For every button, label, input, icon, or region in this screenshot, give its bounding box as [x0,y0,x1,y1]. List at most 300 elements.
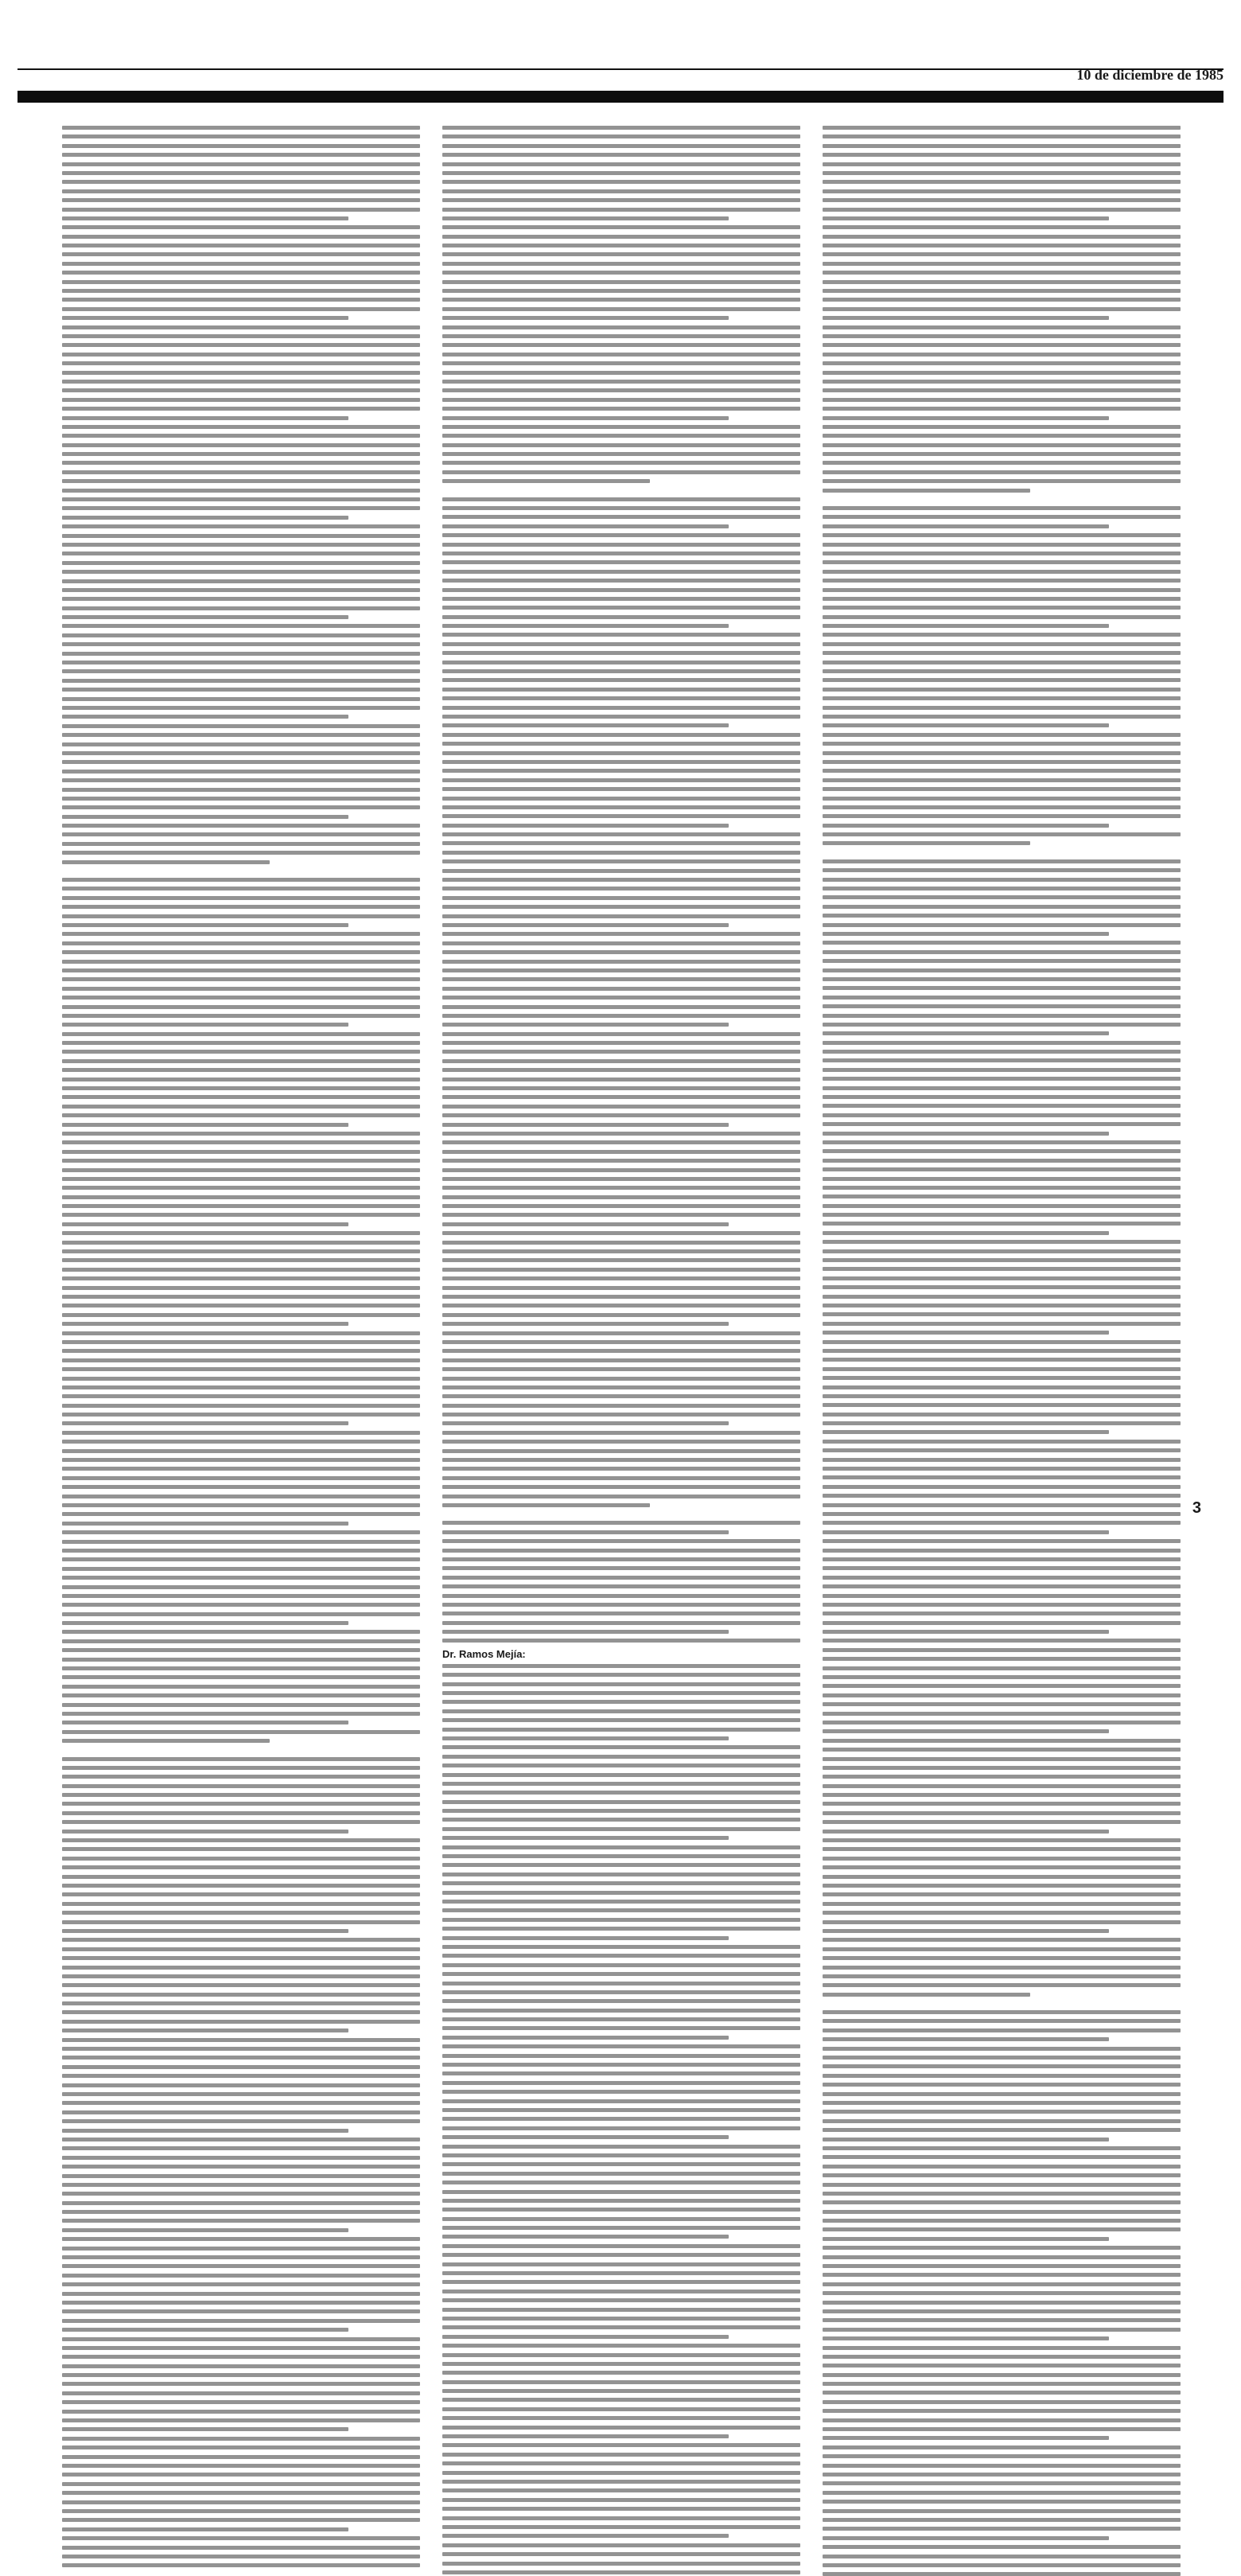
text-line [823,2491,1181,2495]
text-line [442,814,800,818]
text-line [62,1476,420,1480]
text-line [442,2009,800,2013]
text-line [823,380,1181,384]
text-line [442,1276,800,1280]
text-line [62,1313,420,1317]
text-line [62,126,420,130]
text-line [62,208,420,212]
text-line [442,1503,650,1507]
text-line [62,1132,420,1136]
text-line [442,1431,800,1435]
text-line [442,2498,800,2502]
text-line [442,2570,800,2574]
text-line [823,1784,1181,1788]
text-line [442,1041,800,1045]
text-line [62,1286,420,1290]
text-line [442,2180,800,2184]
text-line [62,2001,420,2005]
text-line [62,153,420,157]
text-line [62,2301,420,2305]
text-line [62,1078,420,1081]
text-line [442,244,800,247]
text-line [823,706,1181,710]
text-line [823,225,1181,229]
text-line [62,1249,420,1253]
text-line [823,1521,1181,1525]
text-line [823,506,1181,510]
text-line [62,896,420,900]
text-line [442,651,800,655]
text-line [823,2500,1181,2504]
text-line [62,2563,420,2567]
text-line [442,2090,800,2094]
text-line [823,1494,1181,1498]
text-line [442,252,800,256]
text-line [62,624,420,628]
text-line [442,1086,800,1090]
text-line [823,633,1181,637]
text-line [62,751,420,755]
text-line [62,2146,420,2150]
text-line [62,742,420,746]
text-line [62,1721,348,1724]
text-line [823,597,1181,601]
text-line [62,2355,420,2359]
text-line [62,815,348,819]
text-line [442,524,729,528]
text-line [442,2516,800,2520]
text-line [823,298,1181,302]
text-line [823,1793,1181,1797]
text-line [823,2273,1181,2277]
text-line [62,1050,420,1054]
text-line [62,1485,420,1489]
text-line [823,1249,1181,1253]
text-line [442,1367,800,1371]
text-line [823,2518,1181,2522]
text-line [62,1938,420,1942]
text-line [62,416,348,420]
text-line [823,307,1181,311]
text-line [823,2192,1181,2196]
text-line [442,1990,800,1994]
text-line [823,1775,1181,1779]
text-line [823,651,1181,655]
text-line [823,2563,1181,2567]
text-line [442,1177,800,1181]
text-line [823,868,1181,872]
text-line [442,208,800,212]
text-line [823,2146,1181,2150]
text-line [442,1682,800,1686]
text-line [62,1730,420,1734]
text-line [442,1304,800,1307]
text-line [442,859,800,863]
text-line [823,1485,1181,1489]
text-line [62,2038,420,2042]
paragraph-gap [442,489,800,497]
text-line [823,461,1181,465]
text-line [823,452,1181,456]
text-line [823,1729,1109,1733]
text-line [62,1213,420,1217]
text-line [823,2282,1181,2286]
text-line [823,1421,1181,1425]
text-line [823,1929,1109,1933]
text-line [442,1440,800,1444]
text-line [823,914,1181,918]
text-line [823,2309,1181,2313]
text-line [823,1204,1181,1208]
text-line [442,996,800,1000]
text-line [62,2237,420,2241]
text-line [442,977,800,981]
text-line [442,824,729,828]
text-line [823,950,1181,954]
text-line [62,524,420,528]
text-line [62,1014,420,1018]
text-line [823,2509,1181,2513]
text-line [62,461,420,465]
text-line [62,1766,420,1770]
text-line [62,425,420,429]
text-line [823,661,1181,664]
text-line [442,1078,800,1081]
text-line [62,960,420,964]
text-line [62,543,420,547]
text-line [62,307,420,311]
text-line [823,1231,1109,1235]
paragraph-gap [62,869,420,878]
text-line [442,171,800,175]
text-line [62,1413,420,1417]
text-line [442,968,800,972]
text-line [62,878,420,882]
text-line [62,2028,348,2032]
text-line [823,579,1181,583]
text-line [823,2237,1109,2241]
text-line [442,832,800,836]
text-line [442,2471,800,2475]
text-line [62,1222,348,1226]
text-line [62,2382,420,2386]
text-line [62,561,420,565]
text-line [62,298,420,302]
text-line [442,2036,729,2040]
text-line [442,932,800,936]
text-line [442,497,800,501]
text-line [823,1766,1181,1770]
text-line [62,1703,420,1707]
text-line [823,560,1181,564]
text-line [442,2525,800,2529]
text-line [62,987,420,991]
text-line [442,1621,800,1625]
text-line [823,2101,1181,2105]
text-line [442,126,800,130]
text-line [823,1512,1181,1516]
text-line [62,832,420,836]
text-line [823,2010,1181,2014]
text-line [442,633,800,637]
text-line [62,1675,420,1679]
text-line [62,1331,420,1335]
text-line [62,2156,420,2160]
text-line [62,860,270,864]
text-line [823,2364,1181,2368]
text-line [62,1495,420,1498]
text-line [823,2173,1181,2177]
text-line [442,688,800,692]
text-line [442,2353,800,2357]
text-line [62,216,348,220]
text-line [823,1267,1181,1271]
text-line [823,841,1030,845]
text-line [442,869,800,873]
text-line [62,1875,420,1879]
text-line [442,434,800,438]
text-line [62,2247,420,2251]
text-line [823,895,1181,899]
paragraph-gap [823,851,1181,859]
text-line [62,361,420,365]
text-line [62,262,420,266]
text-line [62,2264,420,2268]
text-line [442,2054,800,2058]
text-line [823,1058,1181,1062]
text-line [823,1503,1181,1507]
text-line [823,1530,1109,1534]
text-line [442,2407,800,2411]
text-line [442,1539,800,1543]
text-line [62,2056,420,2060]
text-line [823,1584,1181,1588]
text-line [62,977,420,981]
text-line [823,1140,1181,1144]
text-line [823,1983,1181,1987]
text-line [442,388,800,392]
text-line [823,198,1181,202]
text-line [442,1059,800,1063]
text-line [62,2183,420,2187]
text-line [442,1268,800,1272]
text-line [823,1966,1181,1970]
text-line [442,2416,800,2420]
text-line [442,751,800,755]
text-line [823,1322,1181,1326]
text-line [62,1666,420,1670]
text-line [442,1105,800,1109]
text-line [62,1567,420,1571]
text-line [62,271,420,275]
text-line [442,189,800,193]
text-line [62,1557,420,1561]
text-line [823,1177,1181,1181]
text-line [442,1331,800,1335]
text-line [442,1476,800,1480]
text-line [823,1857,1181,1861]
text-line [62,1431,420,1435]
text-line [62,2319,420,2323]
text-line [442,1791,800,1795]
text-line [823,2056,1181,2060]
text-line [823,2110,1181,2114]
text-line [442,1736,729,1740]
text-line [823,2165,1181,2169]
text-line [62,2445,420,2449]
text-line [442,2153,800,2157]
text-line [62,452,420,456]
text-line [442,941,800,945]
text-line [442,153,800,157]
text-line [823,1811,1181,1815]
text-line [442,144,800,148]
text-line [62,2546,420,2550]
text-line [62,996,420,1000]
text-line [823,1911,1181,1915]
text-line [442,1014,800,1018]
text-line [62,1322,348,1326]
text-line [823,1222,1181,1226]
text-line [62,1993,420,1997]
text-line [823,1167,1181,1171]
column-2 [442,126,800,1660]
text-line [823,398,1181,402]
text-line [442,2480,800,2484]
text-line [823,1394,1181,1398]
text-line [62,2482,420,2486]
text-line [442,1222,729,1226]
text-line [823,1693,1181,1697]
text-line [442,470,800,474]
text-line [823,407,1181,411]
text-line [442,1745,800,1749]
text-line [823,2427,1181,2431]
text-line [442,1763,800,1767]
text-line [62,1685,420,1689]
text-line [823,678,1181,682]
text-line [442,307,800,311]
text-line [442,1845,800,1849]
text-line [442,987,800,991]
text-line [442,2081,800,2085]
text-line [823,271,1181,275]
text-line [442,1385,800,1389]
text-line [442,2226,800,2230]
text-line [442,216,729,220]
text-line [823,551,1181,555]
header-band [18,91,1223,103]
text-line [442,1023,729,1027]
text-line [823,715,1181,719]
text-line [62,1594,420,1598]
text-line [442,551,800,555]
text-line [442,353,800,357]
text-line [442,678,800,682]
text-line [62,244,420,247]
text-line [62,2074,420,2078]
text-line [62,1540,420,1544]
text-line [62,198,420,202]
text-line [442,706,800,710]
text-line [62,434,420,438]
text-line [442,2280,800,2284]
text-line [62,1268,420,1272]
text-line [62,1920,420,1924]
text-line [442,1213,800,1217]
text-line [823,2119,1181,2123]
text-line [823,443,1181,447]
text-line [442,1322,729,1326]
text-line [823,1802,1181,1806]
text-line [442,887,800,890]
text-line [823,2445,1181,2449]
text-line [442,1413,800,1417]
text-line [442,597,800,601]
text-line [442,2507,800,2511]
text-line [62,551,420,555]
text-line [823,2200,1181,2204]
text-line [62,506,420,510]
text-line [442,1549,800,1553]
text-line [62,1658,420,1662]
text-line [442,1755,800,1759]
text-line [62,1775,420,1779]
text-line [62,1811,420,1815]
text-line [823,887,1181,890]
text-line [62,851,420,855]
text-line [823,189,1181,193]
text-line [823,824,1109,828]
text-line [442,1095,800,1099]
text-line [62,2410,420,2414]
text-line [442,1782,800,1786]
text-line [823,1430,1109,1434]
text-line [823,1095,1181,1099]
text-line [823,805,1181,809]
text-line [823,126,1181,130]
text-line [823,1050,1181,1054]
text-line [823,1549,1181,1553]
text-line [62,534,420,538]
text-line [442,733,800,737]
text-line [823,1865,1181,1869]
text-line [442,1168,800,1172]
text-line [823,905,1181,909]
text-line [62,2292,420,2296]
text-line [823,1448,1181,1452]
text-line [823,2373,1181,2377]
text-line [823,1077,1181,1081]
text-line [62,1295,420,1299]
text-line [823,425,1181,429]
page-date: 10 de diciembre de 1985 [1076,67,1223,83]
text-line [823,316,1109,320]
text-line [62,1784,420,1788]
text-line [62,1276,420,1280]
text-line [442,2117,800,2121]
text-line [62,1467,420,1471]
text-line [442,398,800,402]
text-line [823,1004,1181,1008]
text-line [442,896,800,900]
text-line [62,633,420,637]
text-line [62,597,420,601]
text-line [442,298,800,302]
text-line [823,941,1181,945]
text-line [62,679,420,683]
text-line [823,533,1181,537]
